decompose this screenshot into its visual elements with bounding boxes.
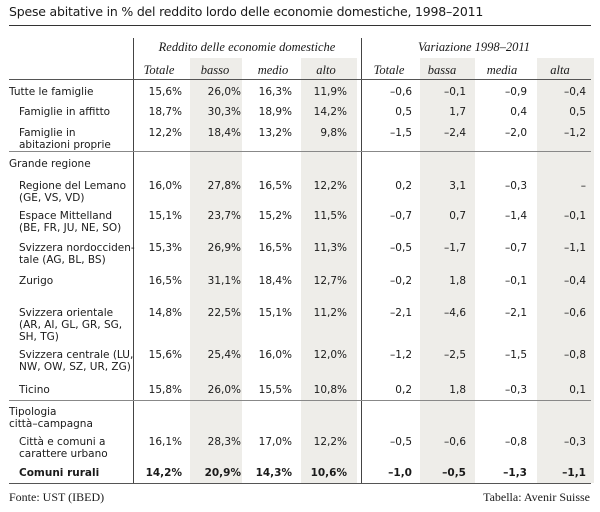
table-cell: 25,4% bbox=[207, 349, 241, 361]
table-cell: 12,0% bbox=[313, 349, 347, 361]
row-label: Svizzera orientale (AR, AI, GL, GR, SG, SH, TG) bbox=[19, 307, 123, 343]
table-cell: 31,1% bbox=[207, 275, 241, 287]
table-cell: –0,4 bbox=[564, 86, 586, 98]
column-header: Totale bbox=[373, 63, 405, 77]
table-cell: –1,5 bbox=[505, 349, 527, 361]
table-cell: –2,1 bbox=[505, 307, 527, 319]
table-cell: –0,8 bbox=[564, 349, 586, 361]
row-label: Espace Mittelland (BE, FR, JU, NE, SO) bbox=[19, 210, 122, 234]
row-label: Svizzera centrale (LU, NW, OW, SZ, UR, ZG) bbox=[19, 349, 134, 373]
table-cell: –0,8 bbox=[505, 436, 527, 448]
row-label: Famiglie in affitto bbox=[19, 106, 111, 118]
table-cell: 16,0% bbox=[148, 180, 182, 192]
table-cell: –2,5 bbox=[444, 349, 466, 361]
table-cell: 12,7% bbox=[313, 275, 347, 287]
table-cell: 0,1 bbox=[569, 384, 586, 396]
table-cell: –0,5 bbox=[390, 242, 412, 254]
table-cell: 30,3% bbox=[207, 106, 241, 118]
table-cell: 15,1% bbox=[258, 307, 292, 319]
table-cell: 15,2% bbox=[258, 210, 292, 222]
table-cell: 3,1 bbox=[449, 180, 466, 192]
column-header: medio bbox=[257, 63, 289, 77]
table-cell: 11,5% bbox=[313, 210, 347, 222]
table-cell: 16,3% bbox=[258, 86, 292, 98]
table-cell: 1,8 bbox=[449, 384, 466, 396]
table-cell: 15,6% bbox=[148, 86, 182, 98]
table-cell: 26,0% bbox=[207, 384, 241, 396]
table-cell: 14,2% bbox=[313, 106, 347, 118]
table-cell: –0,3 bbox=[505, 384, 527, 396]
table-cell: –0,2 bbox=[390, 275, 412, 287]
row-rule bbox=[9, 400, 591, 401]
table-cell: 14,2% bbox=[145, 467, 182, 479]
table-cell: 26,9% bbox=[207, 242, 241, 254]
column-header: basso bbox=[200, 63, 230, 77]
table-cell: 0,7 bbox=[449, 210, 466, 222]
table-cell: –0,7 bbox=[390, 210, 412, 222]
table-cell: 1,7 bbox=[449, 106, 466, 118]
table-cell: 9,8% bbox=[320, 127, 347, 139]
table-cell: 15,3% bbox=[148, 242, 182, 254]
row-rule bbox=[9, 483, 591, 484]
table-cell: –4,6 bbox=[444, 307, 466, 319]
table-cell: –2,0 bbox=[505, 127, 527, 139]
table-cell: –1,1 bbox=[564, 242, 586, 254]
column-divider bbox=[361, 38, 362, 483]
table-cell: –0,5 bbox=[442, 467, 466, 479]
section-title: Grande regione bbox=[9, 158, 91, 170]
column-header: Totale bbox=[143, 63, 175, 77]
table-cell: 26,0% bbox=[207, 86, 241, 98]
table-cell: –0,5 bbox=[390, 436, 412, 448]
table-cell: –0,1 bbox=[444, 86, 466, 98]
row-label: Tutte le famiglie bbox=[9, 86, 94, 98]
table-cell: –0,6 bbox=[444, 436, 466, 448]
table-cell: –1,5 bbox=[390, 127, 412, 139]
table-cell: –0,4 bbox=[564, 275, 586, 287]
table-cell: 11,3% bbox=[313, 242, 347, 254]
table-cell: –0,3 bbox=[505, 180, 527, 192]
table-cell: –2,4 bbox=[444, 127, 466, 139]
table-cell: 12,2% bbox=[313, 436, 347, 448]
table-cell: – bbox=[580, 180, 586, 192]
column-shade bbox=[537, 58, 594, 483]
table-cell: 15,6% bbox=[148, 349, 182, 361]
table-cell: 11,9% bbox=[313, 86, 347, 98]
table-cell: 16,5% bbox=[258, 242, 292, 254]
table-cell: 18,4% bbox=[207, 127, 241, 139]
column-group-header: Reddito delle economie domestiche bbox=[158, 40, 336, 54]
table-cell: –1,2 bbox=[564, 127, 586, 139]
table-cell: 20,9% bbox=[204, 467, 241, 479]
table-title: Spese abitative in % del reddito lordo delle economie domestiche, 1998–2011 bbox=[9, 4, 484, 19]
table-cell: 12,2% bbox=[313, 180, 347, 192]
row-label: Zurigo bbox=[19, 275, 54, 287]
table-cell: –2,1 bbox=[390, 307, 412, 319]
table-cell: 23,7% bbox=[207, 210, 241, 222]
table-cell: 0,2 bbox=[395, 384, 412, 396]
table-cell: 17,0% bbox=[258, 436, 292, 448]
table-cell: 18,7% bbox=[148, 106, 182, 118]
column-group-header: Variazione 1998–2011 bbox=[418, 40, 530, 54]
table-cell: 13,2% bbox=[258, 127, 292, 139]
row-rule bbox=[9, 79, 591, 80]
column-header: bassa bbox=[427, 63, 457, 77]
row-label: Ticino bbox=[19, 384, 50, 396]
table-cell: 14,8% bbox=[148, 307, 182, 319]
table-cell: 12,2% bbox=[148, 127, 182, 139]
column-header: media bbox=[486, 63, 518, 77]
table-cell: 22,5% bbox=[207, 307, 241, 319]
table-cell: –1,1 bbox=[562, 467, 586, 479]
column-shade bbox=[301, 58, 357, 483]
table-cell: 18,9% bbox=[258, 106, 292, 118]
table-cell: 10,6% bbox=[310, 467, 347, 479]
section-title: Tipologia città–campagna bbox=[9, 406, 93, 430]
table-cell: –1,7 bbox=[444, 242, 466, 254]
column-shade bbox=[190, 58, 242, 483]
row-label: Città e comuni a carattere urbano bbox=[19, 436, 108, 460]
column-header: alto bbox=[316, 63, 336, 77]
table-cell: –0,1 bbox=[505, 275, 527, 287]
table-cell: 11,2% bbox=[313, 307, 347, 319]
column-shade bbox=[420, 58, 475, 483]
table-cell: 15,1% bbox=[148, 210, 182, 222]
table-cell: –0,6 bbox=[390, 86, 412, 98]
table-cell: –0,3 bbox=[564, 436, 586, 448]
table-cell: 0,4 bbox=[510, 106, 527, 118]
table-cell: 27,8% bbox=[207, 180, 241, 192]
table-cell: 18,4% bbox=[258, 275, 292, 287]
table-cell: 16,1% bbox=[148, 436, 182, 448]
table-cell: 15,5% bbox=[258, 384, 292, 396]
credit-note: Tabella: Avenir Suisse bbox=[483, 490, 590, 504]
table-cell: 14,3% bbox=[255, 467, 292, 479]
table-cell: –1,4 bbox=[505, 210, 527, 222]
row-label: Svizzera nordocciden- tale (AG, BL, BS) bbox=[19, 242, 135, 266]
row-rule bbox=[9, 151, 591, 152]
row-label: Famiglie in abitazioni proprie bbox=[19, 127, 111, 151]
table-cell: 1,8 bbox=[449, 275, 466, 287]
row-label: Comuni rurali bbox=[19, 467, 100, 479]
table-cell: –0,6 bbox=[564, 307, 586, 319]
row-label: Regione del Lemano (GE, VS, VD) bbox=[19, 180, 126, 204]
table-cell: 10,8% bbox=[313, 384, 347, 396]
table-cell: 28,3% bbox=[207, 436, 241, 448]
table-cell: 0,5 bbox=[569, 106, 586, 118]
table-cell: 0,2 bbox=[395, 180, 412, 192]
source-note: Fonte: UST (IBED) bbox=[9, 490, 105, 504]
table-cell: 0,5 bbox=[395, 106, 412, 118]
table-cell: –0,1 bbox=[564, 210, 586, 222]
table-cell: –1,2 bbox=[390, 349, 412, 361]
table-cell: 16,5% bbox=[148, 275, 182, 287]
table-cell: –1,0 bbox=[388, 467, 412, 479]
table-cell: 16,0% bbox=[258, 349, 292, 361]
table-cell: –0,7 bbox=[505, 242, 527, 254]
table-cell: 16,5% bbox=[258, 180, 292, 192]
table-cell: –1,3 bbox=[503, 467, 527, 479]
table-cell: 15,8% bbox=[148, 384, 182, 396]
table-cell: –0,9 bbox=[505, 86, 527, 98]
column-header: alta bbox=[550, 63, 570, 77]
